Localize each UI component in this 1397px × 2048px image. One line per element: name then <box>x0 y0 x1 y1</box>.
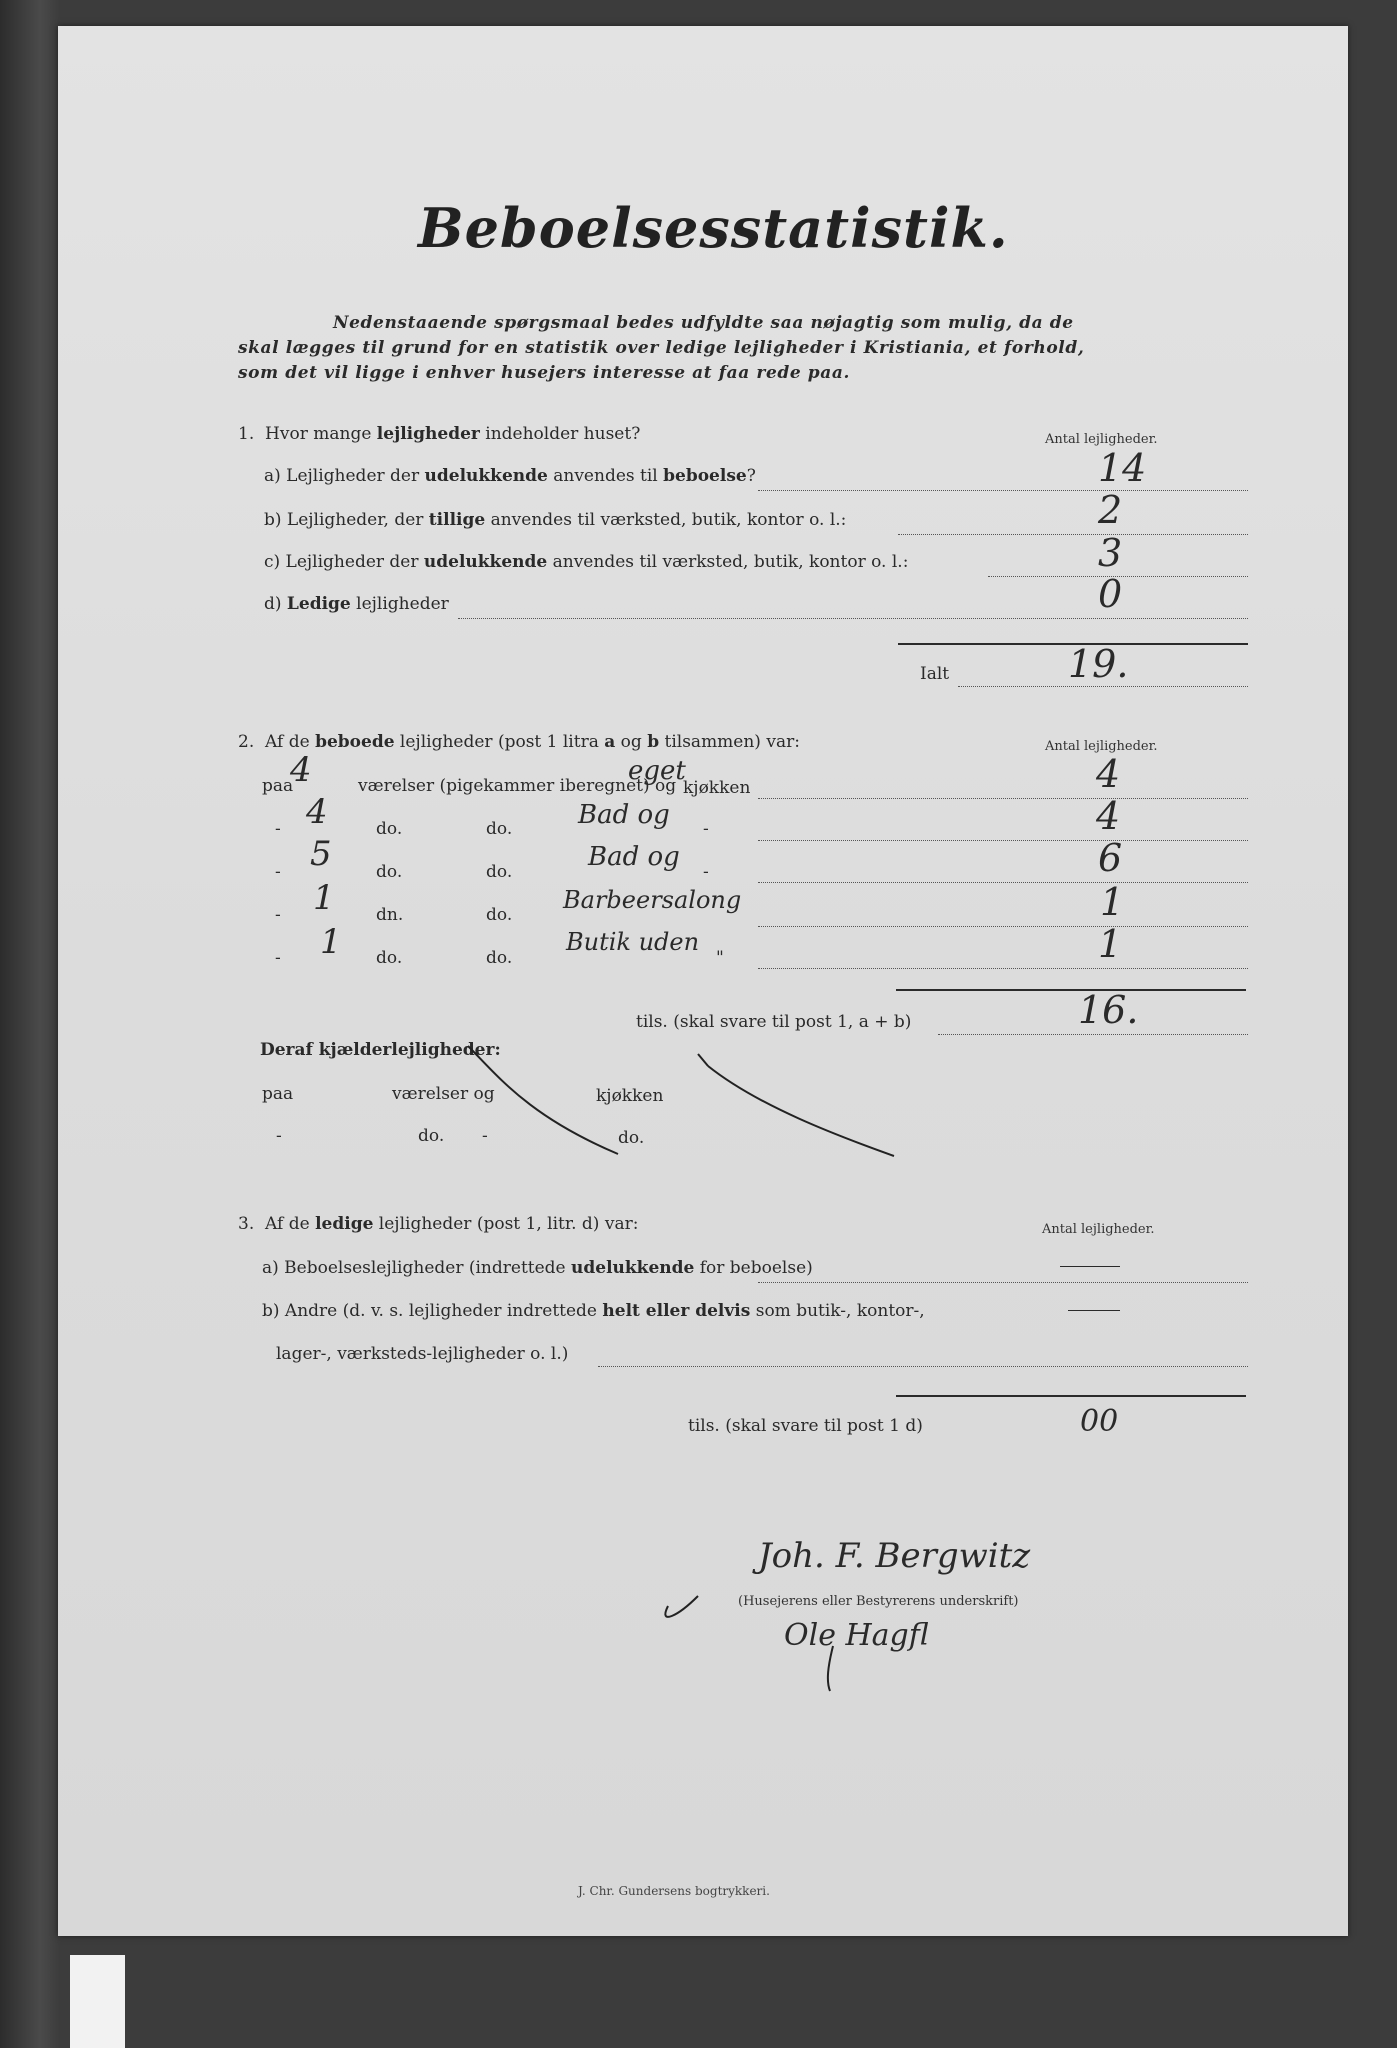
section3-item-b-dash <box>1068 1310 1120 1311</box>
signature-name: Joh. F. Bergwitz <box>758 1536 1031 1576</box>
section2-row-do2: do. <box>486 862 513 882</box>
section3-item-b: b) Andre (d. v. s. lejligheder indrettede helt eller delvis som butik-, kontor-, <box>262 1301 925 1321</box>
section2-number: 2. <box>238 732 255 752</box>
section3-total-label: tils. (skal svare til post 1 d) <box>688 1416 923 1436</box>
section2-row-leader <box>758 840 1248 841</box>
section2-row-rooms: 4 <box>306 792 328 832</box>
section2-row-leader <box>758 882 1248 883</box>
intro-line-1: Nedenstaaende spørgsmaal bedes udfyldte saa nøjagtig som mulig, da de <box>333 313 1074 333</box>
section1-item-c-value: 3 <box>1098 531 1123 575</box>
section2-row-dash: - <box>703 819 709 839</box>
cellar-row-2-do1: do. <box>418 1126 445 1146</box>
section3-item-a: a) Beboelseslejligheder (indrettede udelukkende for beboelse) <box>262 1258 813 1278</box>
section2-total-leader <box>938 1034 1248 1035</box>
section2-row-value: 1 <box>1100 880 1125 924</box>
section1-total-value: 19. <box>1068 642 1129 686</box>
section1-item-a-leader <box>758 490 1248 491</box>
section2-row-do2: do. <box>486 819 513 839</box>
section2-row-do1: do. <box>376 819 403 839</box>
section2-total-value: 16. <box>1078 988 1139 1032</box>
section2-row-prefix: - <box>275 819 281 839</box>
section1-item-b-value: 2 <box>1098 488 1123 532</box>
section2-row-1-value: 4 <box>1096 752 1121 796</box>
section2-row-dash: " <box>716 948 724 968</box>
section2-question: 2. Af de beboede lejligheder (post 1 litra a og b tilsammen) var: <box>238 732 800 752</box>
section1-item-c: c) Lejligheder der udelukkende anvendes til værksted, butik, kontor o. l.: <box>264 552 909 572</box>
section2-row-rooms: 1 <box>313 878 335 918</box>
section2-row-value: 1 <box>1098 922 1123 966</box>
cellar-heading: Deraf kjælderlejligheder: <box>260 1040 501 1060</box>
section2-row-1-text: værelser (pigekammer iberegnet) og <box>358 776 677 796</box>
section1-total-leader <box>958 686 1248 687</box>
section3-column-header: Antal lejligheder. <box>1042 1222 1155 1237</box>
section3-item-b-line2: lager-, værksteds-lejligheder o. l.) <box>276 1344 569 1364</box>
section2-row-note: Barbeersalong <box>563 886 742 914</box>
section3-number: 3. <box>238 1214 255 1234</box>
section1-item-a-value: 14 <box>1098 446 1147 490</box>
section2-row-do1: do. <box>376 862 403 882</box>
page-title: Beboelsesstatistik. <box>418 196 1009 260</box>
section2-row-1-rooms: 4 <box>290 750 312 790</box>
section2-row-note: Butik uden <box>566 928 700 956</box>
section2-row-leader <box>758 926 1248 927</box>
section3-question: 3. Af de ledige lejligheder (post 1, litr. d) var: <box>238 1214 639 1234</box>
section2-row-do1: do. <box>376 948 403 968</box>
section1-item-b-leader <box>898 534 1248 535</box>
section3-item-a-leader <box>758 1282 1248 1283</box>
cellar-row-1-rooms: værelser og <box>392 1084 495 1104</box>
section3-item-a-dash <box>1060 1266 1120 1267</box>
intro-line-3: som det vil ligge i enhver husejers interesse at faa rede paa. <box>238 363 851 383</box>
signature-extra: Ole Hagfl <box>784 1618 929 1653</box>
section2-row-1-leader <box>758 798 1248 799</box>
section1-item-d-value: 0 <box>1098 572 1123 616</box>
section2-row-value: 6 <box>1098 836 1123 880</box>
section1-number: 1. <box>238 424 255 444</box>
section2-column-header: Antal lejligheder. <box>1045 739 1158 754</box>
section2-row-do2: do. <box>486 905 513 925</box>
intro-line-2: skal lægges til grund for en statistik over ledige lejligheder i Kristiania, et forhold, <box>238 338 1085 358</box>
section1-item-b: b) Lejligheder, der tillige anvendes til værksted, butik, kontor o. l.: <box>264 510 847 530</box>
section2-row-prefix: - <box>275 948 281 968</box>
printer-imprint: J. Chr. Gundersens bogtrykkeri. <box>578 1884 770 1898</box>
section3-total-value: 00 <box>1080 1404 1119 1439</box>
cellar-row-2-dash: - <box>482 1126 488 1146</box>
section2-row-1-prefix: paa <box>262 776 294 796</box>
form-sheet <box>58 26 1348 1936</box>
section2-row-rooms: 1 <box>320 922 342 962</box>
section2-row-leader <box>758 968 1248 969</box>
section2-row-value: 4 <box>1096 794 1121 838</box>
section2-row-1-extra: eget <box>628 756 686 786</box>
section2-row-rooms: 5 <box>310 834 332 874</box>
section2-total-label: tils. (skal svare til post 1, a + b) <box>636 1012 912 1032</box>
section2-row-prefix: - <box>275 862 281 882</box>
signature-caption: (Husejerens eller Bestyrerens underskrift) <box>738 1594 1019 1609</box>
section2-row-do2: do. <box>486 948 513 968</box>
section1-item-d-leader <box>458 618 1248 619</box>
cellar-row-1-prefix: paa <box>262 1084 294 1104</box>
section3-sum-rule <box>896 1395 1246 1397</box>
film-light-leak <box>70 1955 125 2048</box>
section2-row-prefix: - <box>275 905 281 925</box>
section1-item-a: a) Lejligheder der udelukkende anvendes til beboelse? <box>264 466 756 486</box>
cellar-row-2-prefix: - <box>276 1126 282 1146</box>
section1-question: 1. Hvor mange lejligheder indeholder huset? <box>238 424 641 444</box>
section2-row-dash: - <box>703 862 709 882</box>
section1-item-d: d) Ledige lejligheder <box>264 594 449 614</box>
section2-row-1-kitchen: kjøkken <box>683 778 751 798</box>
section2-row-note: Bad og <box>578 800 670 830</box>
section1-column-header: Antal lejligheder. <box>1045 432 1158 447</box>
section1-total-label: Ialt <box>920 664 950 684</box>
cellar-row-1-kitchen: kjøkken <box>596 1086 664 1106</box>
section2-row-do1: dn. <box>376 905 404 925</box>
section3-item-b-leader <box>598 1366 1248 1367</box>
section2-sum-rule <box>896 989 1246 991</box>
cellar-row-2-do2: do. <box>618 1128 645 1148</box>
section2-row-note: Bad og <box>588 842 680 872</box>
